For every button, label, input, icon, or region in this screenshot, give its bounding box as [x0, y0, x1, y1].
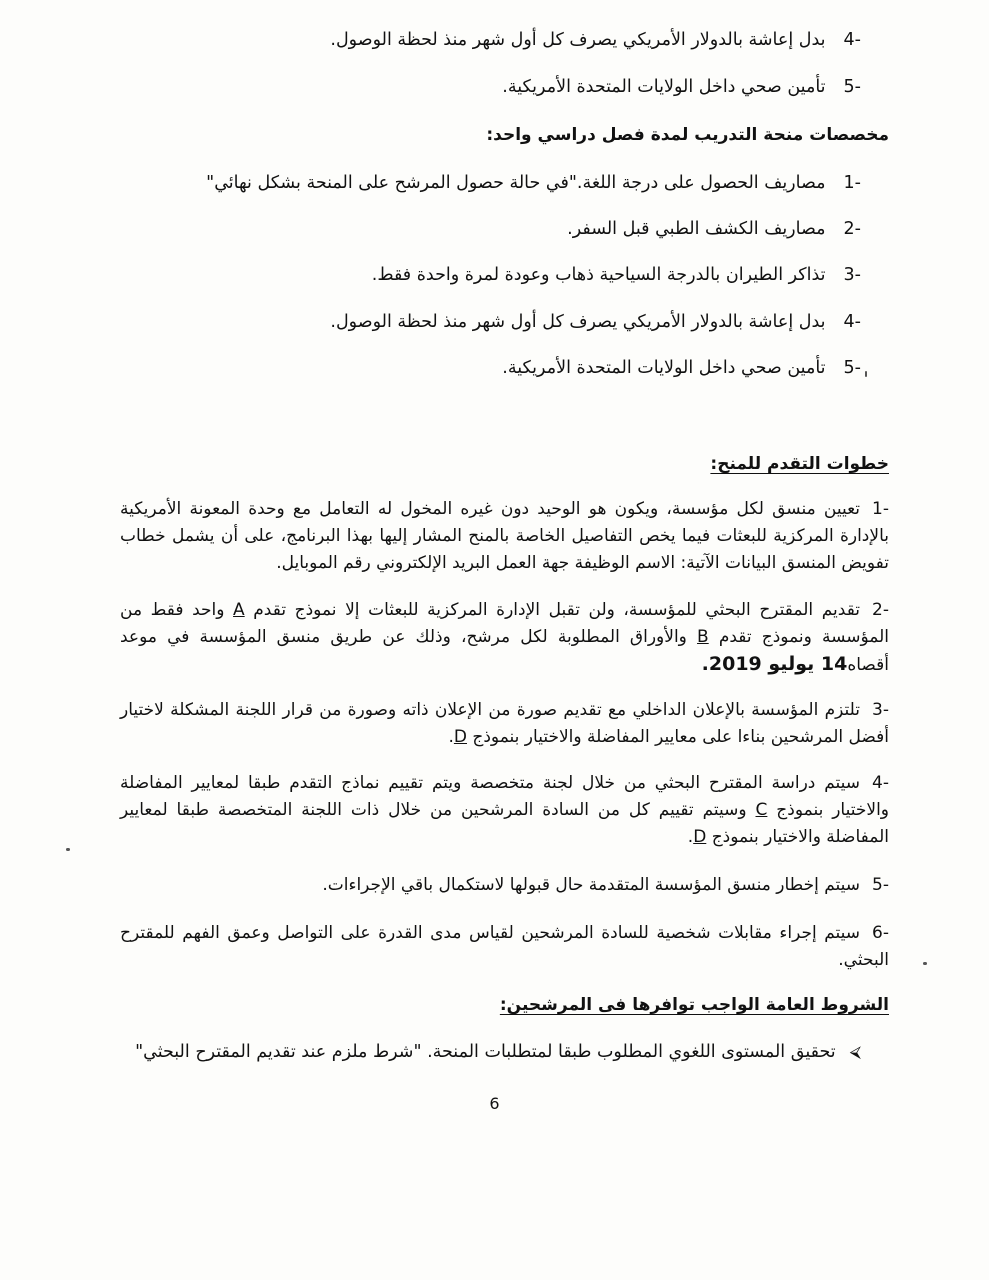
step-paragraph-2: -2تقديم المقترح البحثي للمؤسسة، ولن تقبل الإدارة المركزية للبعثات إلا نموذج تقدم A واحد فقط من المؤسسة ونموذج تقدم B والأوراق المطلوبة لكل مرشح، وذلك عن طريق منسق المؤسسة في موعد أقصاه14 يوليو 2019. — [120, 600, 890, 675]
deadline-date: 14 يوليو 2019. — [701, 653, 848, 675]
list-item: -2مصاريف الكشف الطبي قبل السفر. — [567, 219, 861, 239]
form-ref-a: A — [233, 600, 245, 620]
form-ref-d: D — [693, 827, 707, 847]
scan-speck — [66, 848, 70, 851]
form-ref-c: C — [755, 800, 768, 820]
form-ref-b: B — [697, 627, 709, 647]
scan-speck — [923, 962, 927, 965]
list-item: -1مصاريف الحصول على درجة اللغة."في حالة حصول المرشح على المنحة بشكل نهائي" — [206, 173, 861, 193]
arrow-bullet-icon: ⮘ — [849, 1042, 861, 1061]
section-heading-training: مخصصات منحة التدريب لمدة فصل دراسي واحد: — [486, 125, 889, 145]
list-item: -4بدل إعاشة بالدولار الأمريكي يصرف كل أول شهر منذ لحظة الوصول. — [330, 312, 861, 332]
list-item: -3تذاكر الطيران بالدرجة السياحية ذهاب وعودة لمرة واحدة فقط. — [371, 265, 861, 285]
form-ref-d: D — [453, 727, 467, 747]
step-paragraph-5: -5سيتم إخطار منسق المؤسسة المتقدمة حال قبولها لاستكمال باقي الإجراءات. — [322, 875, 889, 895]
list-item: -5تأمين صحي داخل الولايات المتحدة الأمريكية. — [502, 358, 861, 378]
scan-speck — [865, 371, 867, 377]
section-heading-steps: خطوات التقدم للمنح: — [710, 454, 889, 474]
step-paragraph-4: -4سيتم دراسة المقترح البحثي من خلال لجنة متخصصة ويتم تقييم نماذج التقدم طبقا لمعايير المفاضلة والاختيار بنموذج C وسيتم تقييم كل من السادة المرشحين من خلال ذات اللجنة المتخصصة طبقا لمعايير المفاضلة والاختيار بنموذج D. — [120, 773, 890, 847]
section-heading-conditions: الشروط العامة الواجب توافرها فى المرشحين: — [499, 995, 889, 1015]
step-paragraph-3: -3تلتزم المؤسسة بالإعلان الداخلي مع تقديم صورة من الإعلان ذاته وصورة من قرار اللجنة المشكلة لاختيار أفضل المرشحين بناءا على معايير المفاضلة والاختيار بنموذج D. — [120, 700, 889, 747]
list-item: ⮘تحقيق المستوى اللغوي المطلوب طبقا لمتطلبات المنحة. "شرط ملزم عند تقديم المقترح البحثي" — [135, 1042, 861, 1062]
step-paragraph-1: -1تعيين منسق لكل مؤسسة، ويكون هو الوحيد دون غيره المخول له التعامل مع وحدة المعونة الأمريكية بالإدارة المركزية للبعثات فيما يخص التفاصيل الخاصة بالمنح المشار إليها بهذا البرنامج، على أن يشمل خطاب تفويض المنسق البيانات الآتية: الاسم الوظيفة جهة العمل البريد الإلكتروني رقم الموبايل. — [120, 499, 889, 573]
list-item: -5تأمين صحي داخل الولايات المتحدة الأمريكية. — [502, 77, 861, 97]
page-number: 6 — [489, 1094, 500, 1113]
list-item: -4بدل إعاشة بالدولار الأمريكي يصرف كل أول شهر منذ لحظة الوصول. — [330, 30, 861, 50]
step-paragraph-6: -6سيتم إجراء مقابلات شخصية للسادة المرشحين لقياس مدى القدرة على التواصل وعمق الفهم للمقترح البحثي. — [120, 923, 889, 970]
